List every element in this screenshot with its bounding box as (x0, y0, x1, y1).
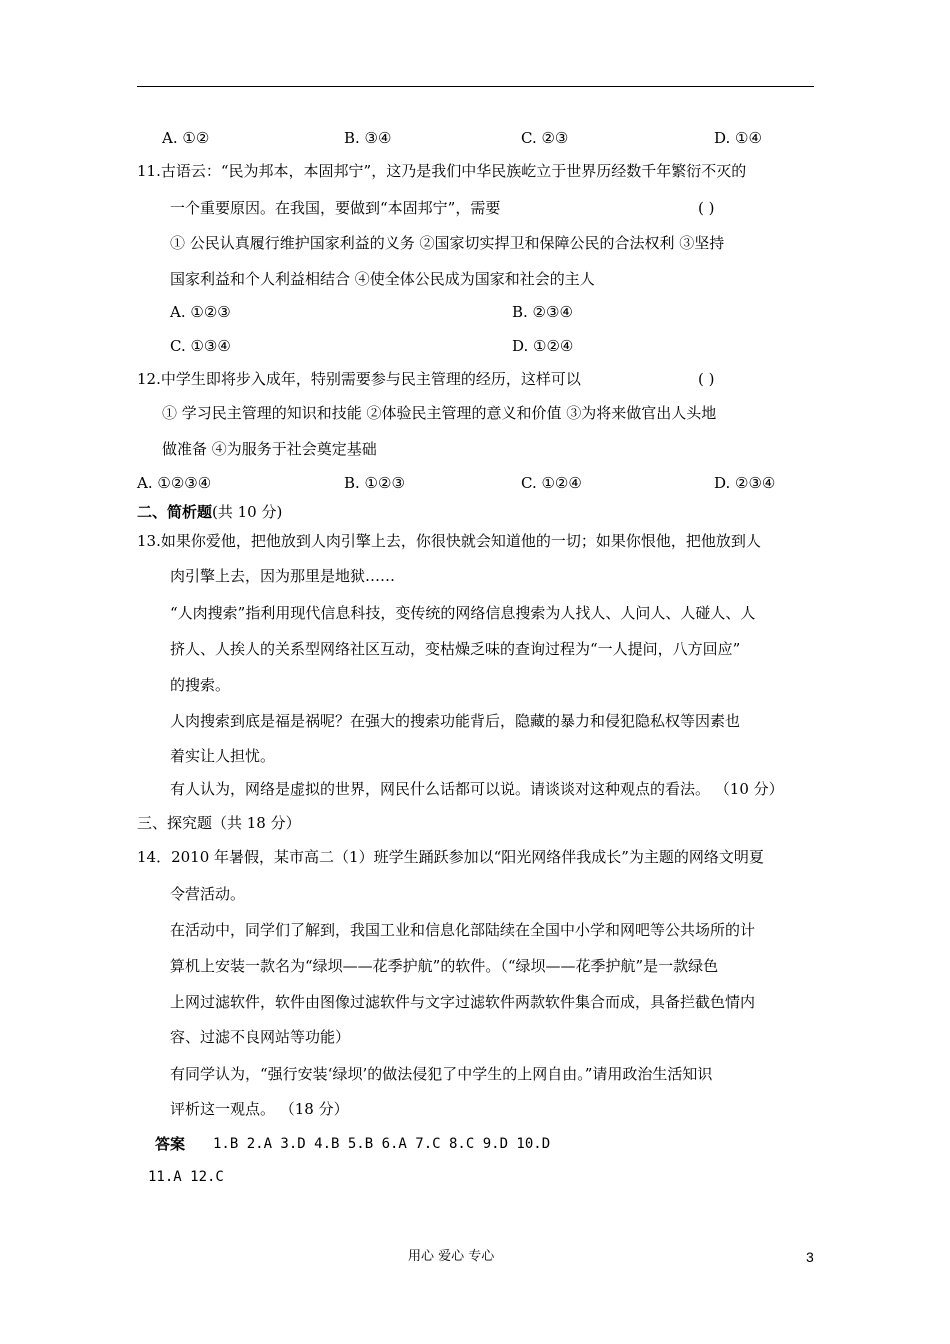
q11-option-c: C. ①③④ (170, 337, 231, 355)
footer-motto: 用心 爱心 专心 (408, 1249, 495, 1264)
q13-line3: “人肉搜索”指利用现代信息科技，变传统的网络信息搜索为人找人、人问人、人碰人、人 (170, 604, 756, 622)
q12-answer-blank: ( ) (698, 370, 715, 388)
q12-stem-line1: 12.中学生即将步入成年，特别需要参与民主管理的经历，这样可以 (137, 370, 581, 388)
q11-statements-line2: 国家利益和个人利益相结合 ④使全体公民成为国家和社会的主人 (170, 270, 595, 288)
q12-option-a: A. ①②③④ (137, 474, 212, 492)
q11-option-a: A. ①②③ (170, 303, 231, 321)
q14-line3: 在活动中，同学们了解到，我国工业和信息化部陆续在全国中小学和网吧等公共场所的计 (170, 921, 756, 939)
q11-stem-line1: 11.古语云：“民为邦本，本固邦宁”，这乃是我们中华民族屹立于世界历经数千年繁衍不灭的 (137, 162, 747, 180)
option-b: B. ③④ (344, 129, 392, 147)
option-c: C. ②③ (521, 129, 569, 147)
q14-line5: 上网过滤软件，软件由图像过滤软件与文字过滤软件两款软件集合而成，具备拦截色情内 (170, 993, 756, 1011)
q13-line1: 13.如果你爱他，把他放到人肉引擎上去，你很快就会知道他的一切；如果你恨他，把他放到人 (137, 532, 761, 550)
header-rule (137, 86, 814, 87)
q13-line6: 人肉搜索到底是福是祸呢？在强大的搜索功能背后，隐藏的暴力和侵犯隐私权等因素也 (170, 712, 741, 730)
q13-line2: 肉引擎上去，因为那里是地狱…… (170, 567, 396, 585)
q12-option-d: D. ②③④ (714, 474, 776, 492)
q13-line8: 有人认为，网络是虚拟的世界，网民什么话都可以说。请谈谈对这种观点的看法。 （10 分） (170, 780, 784, 798)
section-2-heading (137, 502, 282, 522)
q14-line8: 评析这一观点。 （18 分） (170, 1100, 349, 1118)
section-3-heading: 三、探究题（共 18 分） (137, 814, 301, 832)
q12-option-b: B. ①②③ (344, 474, 405, 492)
q14-line7: 有同学认为，“强行安装‘绿坝’的做法侵犯了中学生的上网自由。”请用政治生活知识 (170, 1065, 713, 1083)
q13-line4: 挤人、人挨人的关系型网络社区互动，变枯燥乏味的查询过程为“一人提问，八方回应” (170, 640, 741, 658)
q11-answer-blank: ( ) (698, 199, 715, 217)
answers-label: 答案 (155, 1135, 186, 1153)
answers-line1: 1.B 2.A 3.D 4.B 5.B 6.A 7.C 8.C 9.D 10.D (213, 1136, 551, 1152)
option-a: A. ①② (162, 129, 210, 147)
page-number: 3 (806, 1249, 814, 1265)
answers-line2: 11.A 12.C (148, 1169, 224, 1185)
q11-statements-line1: ① 公民认真履行维护国家利益的义务 ②国家切实捍卫和保障公民的合法权利 ③坚持 (170, 234, 725, 252)
q12-statements-line1: ① 学习民主管理的知识和技能 ②体验民主管理的意义和价值 ③为将来做官出人头地 (162, 404, 717, 422)
q12-option-c: C. ①②④ (521, 474, 582, 492)
q14-line4: 算机上安装一款名为“绿坝——花季护航”的软件。（“绿坝——花季护航”是一款绿色 (170, 957, 719, 975)
q14-line2: 令营活动。 (170, 885, 246, 903)
section-2-title: 二、简析题 (137, 503, 213, 521)
q13-line5: 的搜索。 (170, 676, 231, 694)
section-2-score: (共 10 分) (212, 503, 283, 521)
option-d: D. ①④ (714, 129, 762, 147)
q14-line1: 14．2010 年暑假，某市高二（1）班学生踊跃参加以“阳光网络伴我成长”为主题的网络文明夏 (137, 848, 764, 866)
q13-line7: 着实让人担忧。 (170, 747, 276, 765)
q12-statements-line2: 做准备 ④为服务于社会奠定基础 (162, 440, 377, 458)
q11-option-b: B. ②③④ (512, 303, 573, 321)
q14-line6: 容、过滤不良网站等功能） (170, 1028, 351, 1046)
q11-option-d: D. ①②④ (512, 337, 574, 355)
q11-stem-line2: 一个重要原因。在我国，要做到“本固邦宁”，需要 (170, 199, 501, 217)
